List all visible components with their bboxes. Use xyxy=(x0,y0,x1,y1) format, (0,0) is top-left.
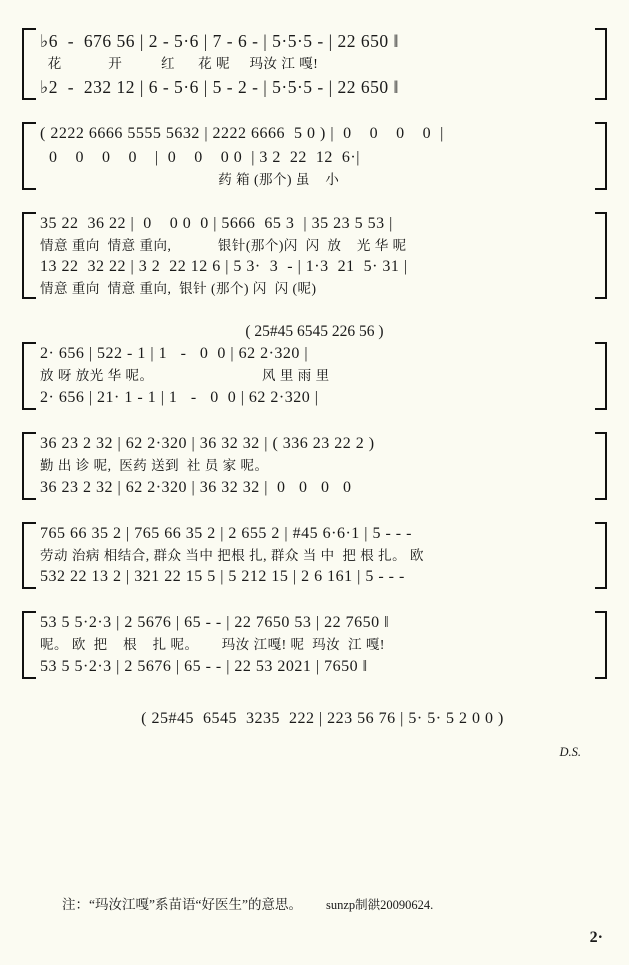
system-brace-left xyxy=(22,212,36,299)
music-line: 53 5 5·2·3 | 2 5676 | 65 - - | 22 7650 53 | 22 7650 ‖ xyxy=(40,614,390,632)
music-line: 35 22 36 22 | 0 0 0 0 | 5666 65 3 | 35 23 5 53 | xyxy=(40,214,393,232)
lyric-line: 呢。 欧 把 根 扎 呢。 玛汝 江嘎! 呢 玛汝 江 嘎! xyxy=(40,637,385,653)
music-line: 2· 656 | 21· 1 - 1 | 1 - 0 0 | 62 2·320 | xyxy=(40,389,319,406)
system-brace-left xyxy=(22,611,36,679)
lyric-line: 勤 出 诊 呢, 医药 送到 社 员 家 呢。 xyxy=(40,458,269,473)
system-brace-right xyxy=(595,28,607,100)
staff-lines xyxy=(22,432,607,500)
music-line: 2· 656 | 522 - 1 | 1 - 0 0 | 62 2·320 | xyxy=(40,345,309,363)
system-brace-right xyxy=(595,122,607,190)
music-line: 36 23 2 32 | 62 2·320 | 36 32 32 | ( 336 23 22 2 ) xyxy=(40,435,375,452)
music-system-7 xyxy=(22,611,607,679)
system-brace-right xyxy=(595,342,607,410)
music-line: ( 2222 6666 5555 5632 | 2222 6666 5 0 ) | 0 0 0 0 | xyxy=(40,125,444,143)
coda-line: ( 25#45 6545 3235 222 | 223 56 76 | 5· 5· 5 2 0 0 ) xyxy=(141,709,504,727)
lyric-line: 花 开 红 花 呢 玛汝 江 嘎! xyxy=(40,56,319,72)
music-line: 0 0 0 0 | 0 0 0 0 | 3 2 22 12 6·| xyxy=(40,149,360,167)
lyric-line: 劳动 治病 相结合, 群众 当中 把根 扎, 群众 当 中 把 根 扎。 欧 xyxy=(40,547,424,563)
system-brace-right xyxy=(595,212,607,299)
system-brace-right xyxy=(595,522,607,590)
music-system-4 xyxy=(22,342,607,410)
music-system-1 xyxy=(22,28,607,100)
staff-lines xyxy=(22,212,607,299)
footnote-text: 注：“玛汝江嘎”系苗语“好医生”的意思。 xyxy=(62,897,302,912)
system-brace-right xyxy=(595,432,607,500)
music-system-8-coda xyxy=(22,707,607,731)
lyric-line: 情意 重向 情意 重向, 银针 (那个) 闪 闪 (呢) xyxy=(40,281,317,297)
music-line: 765 66 35 2 | 765 66 35 2 | 2 655 2 | #45 6·6·1 | 5 - - - xyxy=(40,524,412,542)
system-brace-left xyxy=(22,28,36,100)
music-system-3 xyxy=(22,212,607,299)
music-system-5 xyxy=(22,432,607,500)
staff-lines xyxy=(22,611,607,679)
instrumental-annotation: ( 25#45 6545 226 56 ) xyxy=(245,322,384,340)
system-brace-left xyxy=(22,522,36,590)
music-line: 53 5 5·2·3 | 2 5676 | 65 - - | 22 53 2021 | 7650 ‖ xyxy=(40,657,368,675)
transcriber-credit: sunzp制谼20090624. xyxy=(325,898,434,912)
lyric-line: 药 箱 (那个) 虽 小 xyxy=(40,172,340,188)
staff-lines xyxy=(22,122,607,190)
lyric-line: 放 呀 放光 华 呢。 风 里 雨 里 xyxy=(40,368,330,384)
system-brace-left xyxy=(22,432,36,500)
music-system-6 xyxy=(22,522,607,590)
ds-mark: D.S. xyxy=(559,744,581,759)
staff-lines xyxy=(22,342,607,410)
page-footer xyxy=(0,893,629,947)
music-system-2 xyxy=(22,122,607,190)
music-line: 36 23 2 32 | 62 2·320 | 36 32 32 | 0 0 0 0 xyxy=(40,478,352,496)
music-line: 13 22 32 22 | 3 2 22 12 6 | 5 3· 3 - | 1·3 21 5· 31 | xyxy=(40,258,408,276)
music-line: 532 22 13 2 | 321 22 15 5 | 5 212 15 | 2 6 161 | 5 - - - xyxy=(40,568,405,586)
music-line: ♭6 - 676 56 | 2 - 5·6 | 7 - 6 - | 5·5·5 - | 22 650 ‖ xyxy=(40,31,399,51)
system-brace-right xyxy=(595,611,607,679)
system-brace-left xyxy=(22,342,36,410)
page-number: 2· xyxy=(589,929,603,946)
system-brace-left xyxy=(22,122,36,190)
lyric-line: 情意 重向 情意 重向, 银针(那个)闪 闪 放 光 华 呢 xyxy=(40,237,407,253)
staff-lines xyxy=(22,522,607,590)
music-line: ♭2 - 232 12 | 6 - 5·6 | 5 - 2 - | 5·5·5 - | 22 650 ‖ xyxy=(40,76,399,97)
staff-lines xyxy=(22,707,607,731)
footnote-row xyxy=(22,893,607,913)
staff-lines xyxy=(22,28,607,100)
